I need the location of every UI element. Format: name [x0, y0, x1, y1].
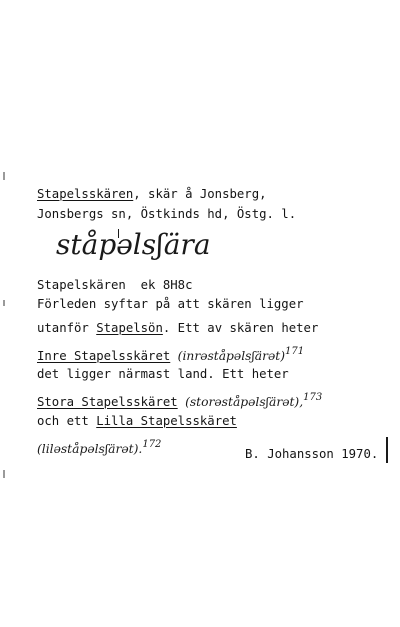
- right-edge-mark: [386, 437, 388, 463]
- body-line-5: [37, 390, 322, 410]
- phonetic-stora: (storəståpəlsʃärət),: [185, 395, 304, 409]
- heading-line: [37, 186, 267, 202]
- ref-number-171: 171: [285, 346, 305, 357]
- name-lilla-stapelsskaret: Lilla Stapelsskäret: [96, 414, 237, 428]
- phonetic-inre: (inrəståpəlsʃärət): [177, 349, 286, 363]
- location-line: Jonsbergs sn, Östkinds hd, Östg. l.: [37, 207, 297, 221]
- phonetic-lilla: (liləståpəlsʃärət).: [37, 442, 143, 456]
- place-name: Stapelsskären: [37, 187, 134, 201]
- ref-number-172: 172: [142, 439, 162, 450]
- body-line-2: utanför Stapelsön. Ett av skären heter: [37, 321, 319, 335]
- name-inre-stapelsskaret: Inre Stapelsskäret: [37, 349, 171, 363]
- body-line-7: [37, 437, 161, 457]
- body-line-4: det ligger närmast land. Ett heter: [37, 367, 289, 381]
- related-name-stapelson: Stapelsön: [96, 321, 163, 335]
- phonetic-main: ståpəlsʃära: [56, 228, 211, 261]
- place-description: , skär å Jonsberg,: [133, 187, 267, 201]
- body-line-6: och ett Lilla Stapelsskäret: [37, 414, 237, 428]
- body-line-3: [37, 344, 304, 364]
- signature: B. Johansson 1970.: [245, 447, 379, 461]
- left-margin-mark: [3, 300, 5, 306]
- ref-number-173: 173: [303, 392, 323, 403]
- name-stora-stapelsskaret: Stora Stapelsskäret: [37, 395, 178, 409]
- map-reference: Stapelskären ek 8H8c: [37, 278, 193, 292]
- left-margin-mark: [3, 172, 5, 180]
- left-margin-mark: [3, 470, 5, 478]
- body-line-1: Förleden syftar på att skären ligger: [37, 297, 304, 311]
